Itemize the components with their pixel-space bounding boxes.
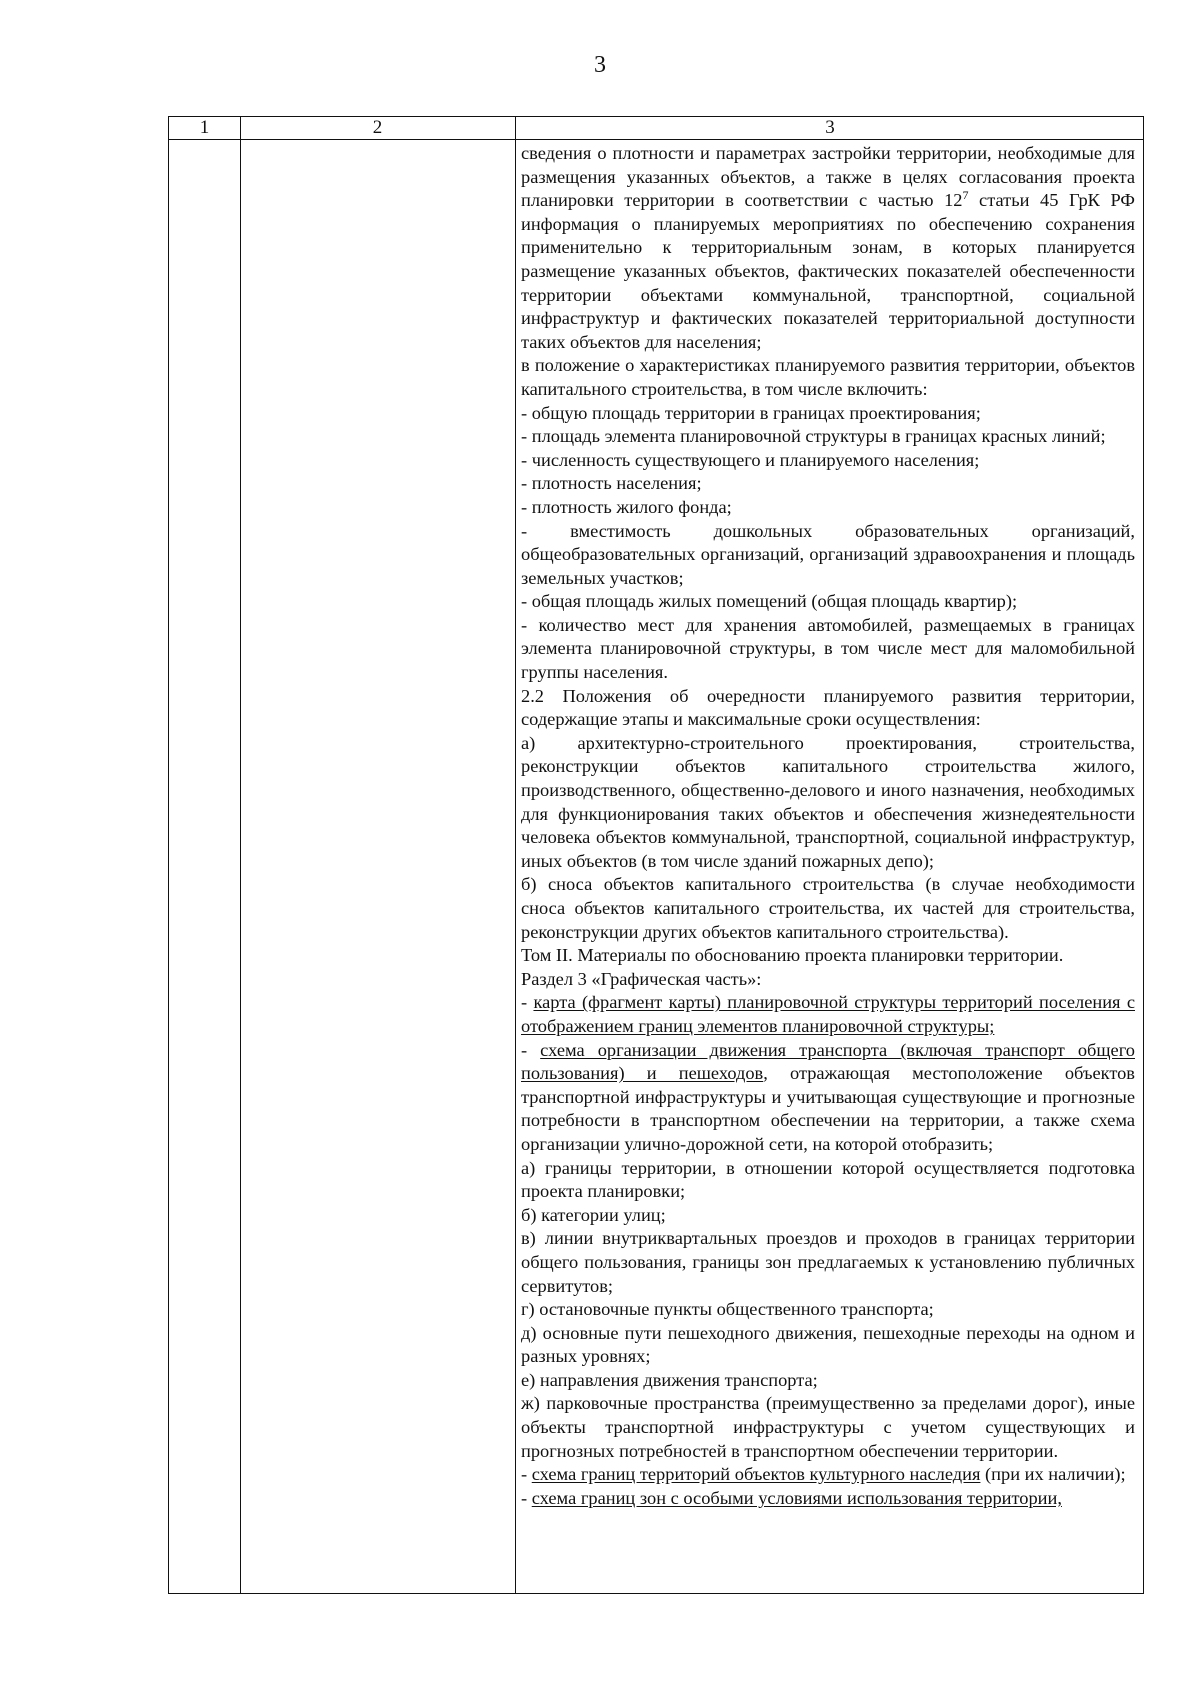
- list-item: а) архитектурно-строительного проектирования, строительства, реконструкции объектов капитального строительства жилого, производственного, общественно-делового и иного назначения, необходимых для функционирования таких объектов и обеспечения жизнедеятельности человека объектов коммунальной, транспортной, социальной инфраструктур, иных объектов (в том числе зданий пожарных депо);: [521, 732, 1135, 871]
- list-item: е) направления движения транспорта;: [521, 1369, 818, 1390]
- list-item: а) границы территории, в отношении которой осуществляется подготовка проекта планировки;: [521, 1157, 1135, 1202]
- list-item: - общую площадь территории в границах проектирования;: [521, 402, 981, 423]
- list-item: - схема границ территорий объектов культурного наследия (при их наличии);: [521, 1464, 1126, 1485]
- paragraph: Том II. Материалы по обоснованию проекта планировки территории.: [521, 945, 1064, 966]
- column-divider-1: [240, 117, 241, 1593]
- list-item: - карта (фрагмент карты) планировочной структуры территорий поселения с отображением границ элементов планировочной структуры;: [521, 992, 1135, 1036]
- underlined-text: схема границ территорий объектов культурного наследия: [531, 1464, 981, 1485]
- paragraph: сведения о плотности и параметрах застройки территории, необходимые для размещения указанных объектов, а также в целях согласования проекта планировки территории в соответствии с частью $12^7$ статьи 45 ГрК РФ информация о планируемых мероприятиях по обеспечению сохранения применительно к территориальным зонам, в которых планируется размещение указанных объектов, фактических показателей обеспеченности территории объектами коммунальной, транспортной, социальной инфраструктур и фактических показателей территориальной доступности таких объектов для населения;: [521, 143, 1135, 352]
- underlined-text: карта (фрагмент карты) планировочной структуры территорий поселения с отображением границ элементов планировочной структуры;: [521, 992, 1135, 1036]
- paragraph: Раздел 3 «Графическая часть»:: [521, 968, 762, 989]
- column-header-1: 1: [199, 117, 210, 138]
- underlined-text: схема границ зон с особыми условиями использования территории,: [531, 1487, 1062, 1508]
- column-header-3: 3: [825, 117, 835, 138]
- list-item: б) сноса объектов капитального строительства (в случае необходимости сноса объектов капитального строительства, их частей для строительства, реконструкции других объектов капитального строительства).: [521, 874, 1135, 942]
- column-header-2: 2: [372, 117, 383, 138]
- list-item: д) основные пути пешеходного движения, пешеходные переходы на одном и разных уровнях;: [521, 1322, 1135, 1367]
- column-3-content: [521, 142, 1135, 1510]
- list-item: - схема границ зон с особыми условиями использования территории,: [521, 1487, 1062, 1508]
- list-item: в) линии внутриквартальных проездов и проходов в границах территории общего пользования, границы зон предлагаемых к установлению публичных сервитутов;: [521, 1228, 1135, 1296]
- list-item: - схема организации движения транспорта (включая транспорт общего пользования) и пешеходов, отражающая местоположение объектов транспортной инфраструктуры и учитывающая существующие и прогнозные потребности в транспортном обеспечении на территории, а также схема организации улично-дорожной сети, на которой отобразить;: [521, 1039, 1135, 1154]
- list-item: - количество мест для хранения автомобилей, размещаемых в границах элемента планировочной структуры, в том числе мест для маломобильной группы населения.: [521, 614, 1135, 683]
- document-table: [168, 116, 1144, 1594]
- list-item: - плотность жилого фонда;: [521, 496, 732, 517]
- header-divider: [169, 139, 1143, 140]
- list-item: б) категории улиц;: [521, 1204, 666, 1225]
- page-number: 3: [594, 52, 606, 78]
- underlined-text: схема организации движения транспорта (включая транспорт общего пользования) и пешеходов: [521, 1039, 1135, 1084]
- list-item: - плотность населения;: [521, 473, 702, 494]
- list-item: ж) парковочные пространства (преимущественно за пределами дорог), иные объекты транспортной инфраструктуры с учетом существующих и прогнозных потребностей в транспортном обеспечении территории.: [521, 1393, 1135, 1461]
- list-item: г) остановочные пункты общественного транспорта;: [521, 1299, 934, 1320]
- column-divider-2: [515, 117, 516, 1593]
- list-item: - площадь элемента планировочной структуры в границах красных линий;: [521, 426, 1106, 447]
- paragraph: 2.2 Положения об очередности планируемого развития территории, содержащие этапы и максимальные сроки осуществления:: [521, 685, 1135, 730]
- list-item: - общая площадь жилых помещений (общая площадь квартир);: [521, 591, 1018, 612]
- list-item: - вместимость дошкольных образовательных организаций, общеобразовательных организаций, организаций здравоохранения и площадь земельных участков;: [521, 520, 1135, 588]
- list-item: - численность существующего и планируемого населения;: [521, 449, 980, 470]
- paragraph: в положение о характеристиках планируемого развития территории, объектов капитального строительства, в том числе включить:: [521, 355, 1135, 399]
